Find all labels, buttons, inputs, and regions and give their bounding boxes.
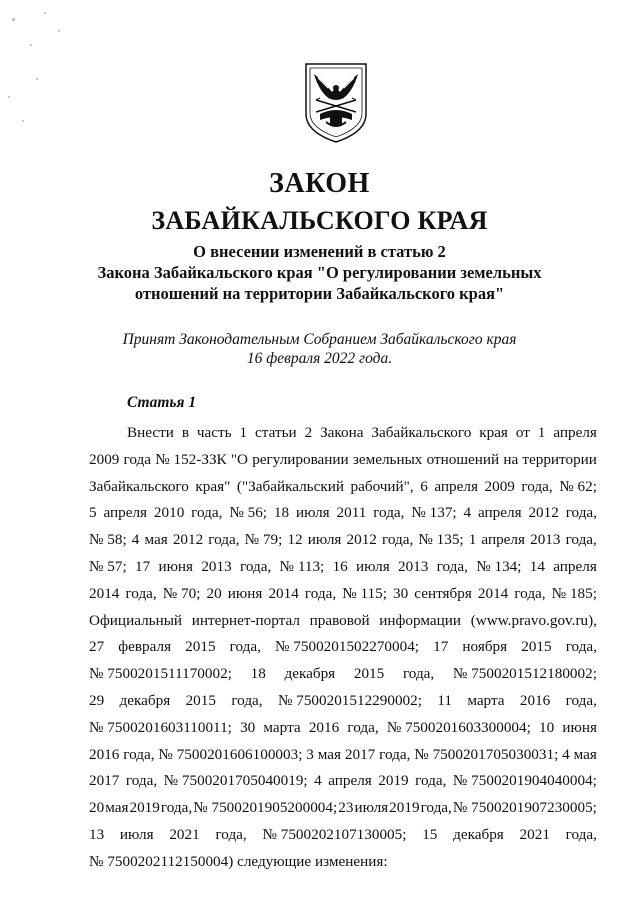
adoption-note	[0, 330, 639, 368]
law-subtitle	[0, 241, 639, 304]
article-text-line: 20 мая 2019 года, № 7500201905200004; 23 июля 2019 года, № 7500201907230005;	[89, 799, 597, 817]
adoption-date: 16 февраля 2022 года.	[246, 350, 393, 367]
scan-speck	[36, 78, 38, 80]
scan-speck	[22, 120, 24, 122]
article-text-line: № 57; 17 июня 2013 года, № 113; 16 июля 2013 года, № 134; 14 апреля	[89, 557, 597, 575]
article-text-line: № 58; 4 мая 2012 года, № 79; 12 июля 2012 года, № 135; 1 апреля 2013 года,	[89, 531, 597, 549]
article-text-line: 2016 года, № 7500201606100003; 3 мая 2017 года, № 7500201705030031; 4 мая	[89, 745, 597, 763]
subtitle-line: отношений на территории Забайкальского края"	[134, 284, 505, 303]
document-region-title: ЗАБАЙКАЛЬСКОГО КРАЯ	[151, 206, 488, 235]
article-text-line: Забайкальского края" ("Забайкальский рабочий", 6 апреля 2009 года, № 62;	[89, 477, 597, 495]
article-text-line: Официальный интернет-портал правовой информации (www.pravo.gov.ru),	[89, 611, 597, 629]
article-text-line: 5 апреля 2010 года, № 56; 18 июля 2011 года, № 137; 4 апреля 2012 года,	[89, 504, 597, 522]
article-text-line: Внести в часть 1 статьи 2 Закона Забайкальского края от 1 апреля	[127, 424, 597, 441]
adoption-note-line: Принят Законодательным Собранием Забайкальского края	[122, 331, 517, 348]
article-text-line: 2017 года, № 7500201705040019; 4 апреля 2019 года, № 7500201904040004;	[89, 772, 597, 790]
article-text-line: № 7500201603110011; 30 марта 2016 года, № 7500201603300004; 10 июня	[89, 718, 597, 736]
article-text-line: 2009 года № 152-ЗЗК "О регулировании земельных отношений на территории	[89, 450, 597, 468]
scan-speck	[12, 18, 15, 21]
scan-speck	[8, 96, 10, 98]
article-text-line: 29 декабря 2015 года, № 7500201512290002; 11 марта 2016 года,	[89, 691, 597, 709]
document-title: ЗАКОН	[269, 168, 370, 199]
article-heading: Статья 1	[127, 394, 197, 411]
subtitle-line: Закона Забайкальского края "О регулировании земельных	[97, 263, 542, 282]
article-text-line: 2014 года, № 70; 20 июня 2014 года, № 115; 30 сентября 2014 года, № 185;	[89, 584, 597, 602]
coat-of-arms-icon	[302, 62, 370, 144]
scan-speck	[44, 12, 46, 14]
article-body	[89, 420, 597, 876]
scan-speck	[30, 44, 32, 46]
article-text-line: 27 февраля 2015 года, № 7500201502270004; 17 ноября 2015 года,	[89, 638, 597, 656]
article-text-line: № 7500202112150004) следующие изменения:	[89, 852, 388, 870]
article-text-line: № 7500201511170002; 18 декабря 2015 года, № 7500201512180002;	[89, 665, 597, 683]
subtitle-line: О внесении изменений в статью 2	[193, 242, 446, 261]
article-text-line: 13 июля 2021 года, № 7500202107130005; 15 декабря 2021 года,	[89, 825, 597, 843]
scan-speck	[58, 30, 60, 32]
